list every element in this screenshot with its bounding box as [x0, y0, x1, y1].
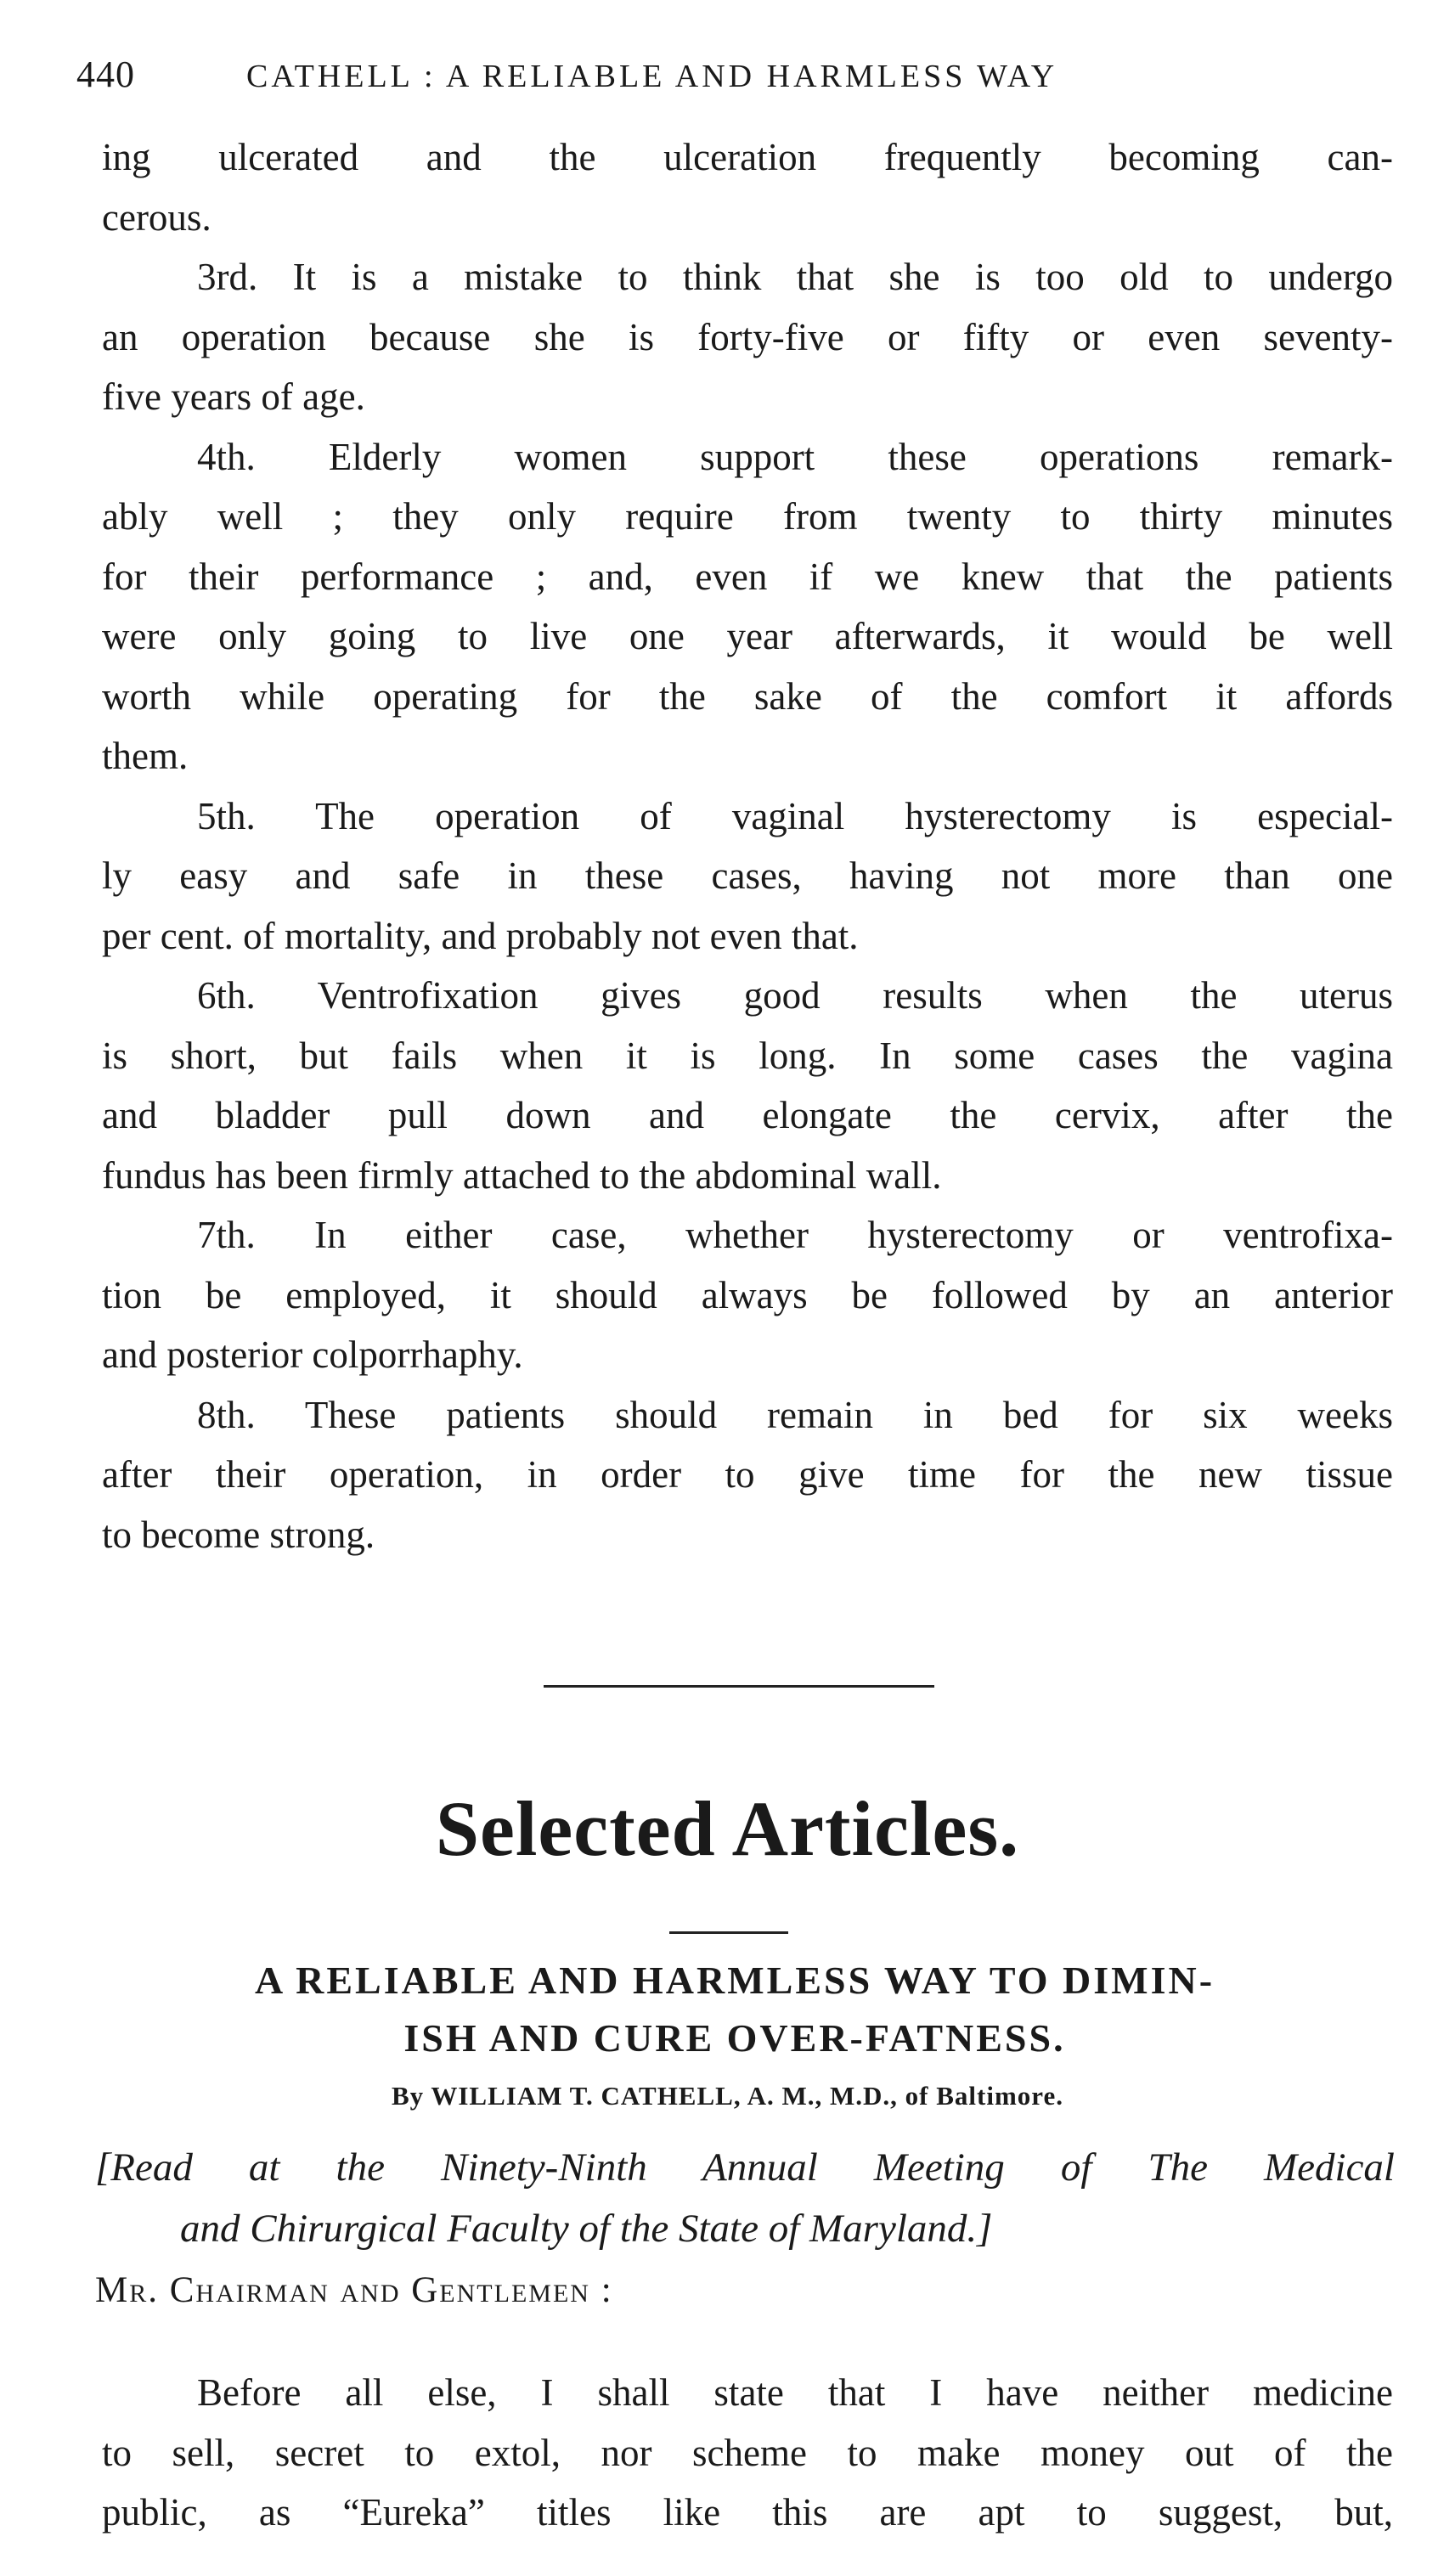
salutation: Mr. Chairman and Gentlemen :: [95, 2270, 613, 2310]
text-line: after their operation, in order to give time for the new tissue: [102, 1453, 1393, 1496]
text-line: and bladder pull down and elongate the cervix, after the: [102, 1094, 1393, 1136]
text-line: were only going to live one year afterwards, it would be well: [102, 615, 1393, 657]
text-line: 4th. Elderly women support these operations remark-: [197, 435, 1393, 478]
article-byline: By WILLIAM T. CATHELL, A. M., M.D., of Baltimore.: [391, 2081, 1064, 2111]
text-line: to become strong.: [102, 1513, 375, 1556]
text-line: an operation because she is forty-five or fifty or even seventy-: [102, 315, 1393, 358]
text-line: 3rd. It is a mistake to think that she is too old to undergo: [197, 256, 1393, 298]
text-line: worth while operating for the sake of the comfort it affords: [102, 674, 1393, 718]
text-line: ing ulcerated and the ulceration frequently becoming can-: [102, 136, 1393, 178]
section-heading: Selected Articles.: [435, 1785, 1020, 1872]
continued-article-text: [102, 127, 1393, 1564]
article-title-line: A RELIABLE AND HARMLESS WAY TO DIMIN-: [254, 1959, 1215, 2002]
note-line: [Read at the Ninety-Ninth Annual Meeting of The Medical: [95, 2145, 1395, 2190]
text-line: and posterior colporrhaphy.: [102, 1333, 523, 1376]
text-line: them.: [102, 735, 189, 777]
text-line: tion be employed, it should always be followed by an anterior: [102, 1273, 1393, 1316]
article-title: [93, 1952, 1376, 2067]
section-divider: [544, 1685, 934, 1688]
text-line: Before all else, I shall state that I have neither medicine: [197, 2371, 1393, 2414]
presentation-note: [95, 2137, 1395, 2259]
text-line: for their performance ; and, even if we knew that the patients: [102, 555, 1393, 598]
text-line: fundus has been firmly attached to the abdominal wall.: [102, 1153, 942, 1197]
text-line: public, as “Eureka” titles like this are apt to suggest, but,: [102, 2491, 1393, 2534]
page-number: 440: [76, 54, 135, 95]
text-line: 5th. The operation of vaginal hysterectomy is especial-: [197, 794, 1393, 837]
text-line: 7th. In either case, whether hysterectomy or ventrofixa-: [197, 1214, 1393, 1256]
text-line: 6th. Ventrofixation gives good results when the uterus: [197, 974, 1393, 1017]
text-line: ably well ; they only require from twenty to thirty minutes: [102, 495, 1393, 538]
article-title-line: ISH AND CURE OVER-FATNESS.: [403, 2016, 1066, 2060]
text-line: ly easy and safe in these cases, having not more than one: [102, 854, 1393, 897]
text-line: to sell, secret to extol, nor scheme to make money out of the: [102, 2431, 1393, 2474]
note-line: and Chirurgical Faculty of the State of Maryland.]: [180, 2207, 993, 2251]
text-line: 8th. These patients should remain in bed for six weeks: [197, 1393, 1393, 1436]
text-line: is short, but fails when it is long. In some cases the vagina: [102, 1034, 1393, 1077]
text-line: per cent. of mortality, and probably not even that.: [102, 914, 859, 957]
text-line: five years of age.: [102, 375, 365, 418]
article-opening-text: [102, 2363, 1393, 2543]
running-head: CATHELL : A RELIABLE AND HARMLESS WAY: [246, 59, 1058, 94]
page-header: [76, 53, 1401, 104]
text-line: cerous.: [102, 195, 211, 239]
heading-underline: [669, 1931, 788, 1934]
